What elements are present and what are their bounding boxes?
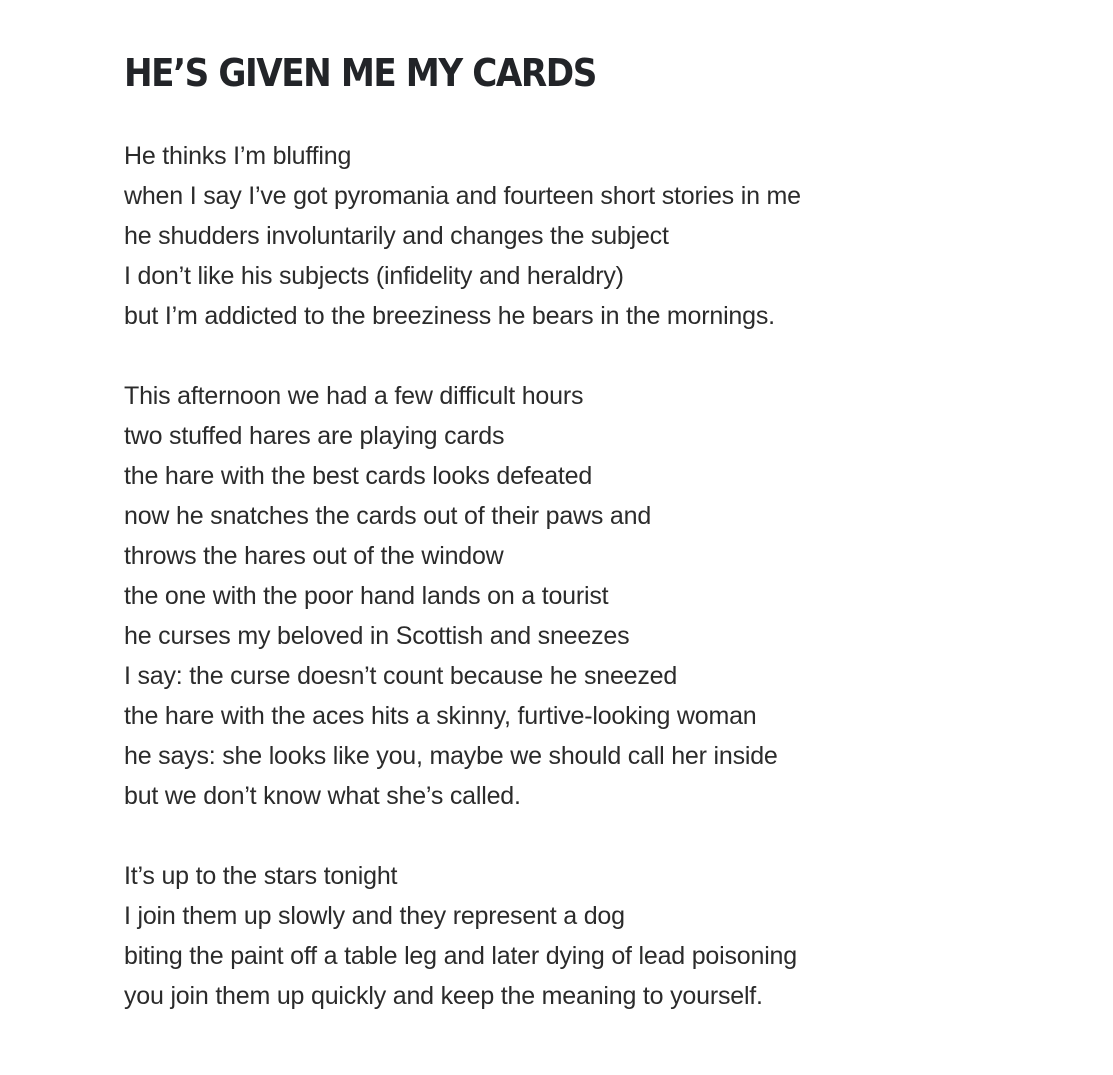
poem-line: I join them up slowly and they represent a dog bbox=[124, 902, 625, 930]
poem-line: biting the paint off a table leg and later dying of lead poisoning bbox=[124, 942, 797, 970]
poem-line: two stuffed hares are playing cards bbox=[124, 422, 505, 450]
poem-line: he says: she looks like you, maybe we should call her inside bbox=[124, 742, 778, 770]
poem-body bbox=[124, 136, 1024, 1016]
poem-line: when I say I’ve got pyromania and fourteen short stories in me bbox=[124, 182, 801, 210]
stanza-2 bbox=[124, 376, 1024, 816]
poem-line: He thinks I’m bluffing bbox=[124, 142, 352, 170]
poem-line: now he snatches the cards out of their paws and bbox=[124, 502, 652, 530]
poem-line: I say: the curse doesn’t count because he sneezed bbox=[124, 662, 678, 690]
poem-line: you join them up quickly and keep the meaning to yourself. bbox=[124, 982, 763, 1010]
poem-line: the hare with the aces hits a skinny, furtive-looking woman bbox=[124, 702, 757, 730]
poem-line: he shudders involuntarily and changes the subject bbox=[124, 222, 669, 250]
poem-line: but I’m addicted to the breeziness he bears in the mornings. bbox=[124, 302, 775, 330]
poem-line: I don’t like his subjects (infidelity and heraldry) bbox=[124, 262, 624, 290]
stanza-3 bbox=[124, 856, 1024, 1016]
poem-line: he curses my beloved in Scottish and sneezes bbox=[124, 622, 630, 650]
poem-title: HE’S GIVEN ME MY CARDS bbox=[124, 51, 596, 95]
poem-line: but we don’t know what she’s called. bbox=[124, 782, 521, 810]
poem-line: the one with the poor hand lands on a tourist bbox=[124, 582, 609, 610]
poem-page bbox=[124, 48, 1024, 1016]
poem-line: the hare with the best cards looks defeated bbox=[124, 462, 593, 490]
poem-line: It’s up to the stars tonight bbox=[124, 862, 398, 890]
poem-line: This afternoon we had a few difficult hours bbox=[124, 382, 584, 410]
stanza-1 bbox=[124, 136, 1024, 336]
poem-line: throws the hares out of the window bbox=[124, 542, 504, 570]
